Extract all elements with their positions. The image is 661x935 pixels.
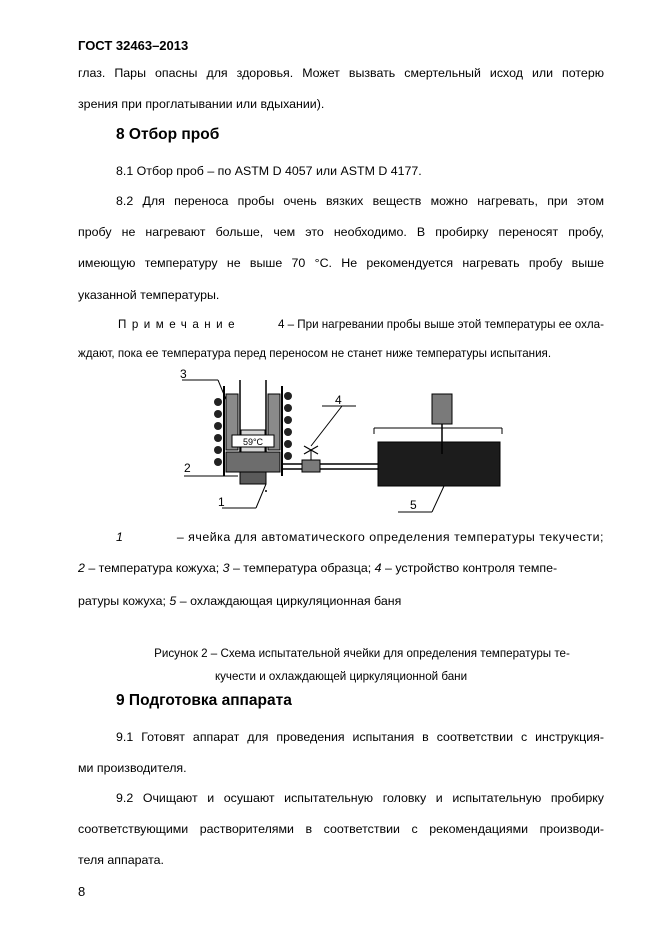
note-label: Примечание (118, 318, 241, 331)
leader-line-5 (432, 486, 444, 512)
legend-number: 4 (374, 561, 382, 575)
paragraph-line: 9.2 Очищают и осушают испытательную головку и испытательную пробирку (116, 791, 604, 805)
cell-base (226, 452, 280, 472)
figure-caption-line2: кучести и охлаждающей циркуляционной бани (214, 670, 468, 683)
legend-number: 3 (222, 561, 230, 575)
page-number: 8 (78, 884, 86, 899)
label-2: 2 (184, 461, 191, 475)
legend-text: ратуры кожуха; (78, 594, 170, 608)
legend-number: 5 (169, 594, 177, 608)
legend-number: 2 (78, 561, 85, 575)
figure-2-diagram (170, 366, 510, 516)
section-9-title: 9 Подготовка аппарата (116, 692, 292, 709)
note-4-line2: ждают, пока ее температура перед переносом не станет ниже температуры испытания. (78, 347, 552, 360)
legend-text: – охлаждающая циркуляционная баня (176, 594, 402, 608)
note-text: 4 – При нагревании пробы выше этой температуры ее охла- (277, 318, 604, 331)
cooling-coil-left (214, 398, 222, 466)
legend-text: – устройство контроля темпе- (381, 561, 558, 575)
controller-device (302, 460, 320, 472)
paragraph-line: зрения при проглатывании или вдыхании). (78, 97, 325, 111)
paragraph-line: 9.1 Готовят аппарат для проведения испытания в соответствии с инструкция- (116, 730, 604, 744)
label-4: 4 (335, 393, 342, 407)
legend-text: – ячейка для автоматического определения температуры текучести; (176, 530, 604, 544)
paragraph-line: пробу не нагревают больше, чем это необходимо. В пробирку переносят пробу, (78, 225, 604, 239)
paragraph-line: ми производителя. (78, 761, 187, 775)
cooling-coil-right (284, 392, 292, 460)
legend-number: 1 (116, 530, 123, 544)
paragraph-line: глаз. Пары опасны для здоровья. Может вызвать смертельный исход или потерю (78, 66, 604, 80)
display-reading: 59°C (242, 437, 264, 447)
leader-line-4 (311, 406, 342, 446)
dot (265, 490, 267, 492)
label-1: 1 (218, 495, 225, 509)
paragraph-line: теля аппарата. (78, 853, 164, 867)
paragraph-line: указанной температуры. (78, 288, 220, 302)
figure-legend-line3 (78, 594, 401, 608)
legend-text: – температура образца; (229, 561, 375, 575)
figure-legend-line2 (78, 561, 604, 575)
paragraph-line: 8.2 Для переноса пробы очень вязких веществ можно нагревать, при этом (116, 194, 604, 208)
label-5: 5 (410, 498, 417, 512)
paragraph-line: соответствующими растворителями в соответствии с рекомендациями производи- (78, 822, 604, 836)
section-8-title: 8 Отбор проб (116, 126, 220, 143)
paragraph-line: имеющую температуру не выше 70 °С. Не рекомендуется нагревать пробу выше (78, 256, 604, 270)
legend-text: – температура кожуха; (84, 561, 223, 575)
cooling-bath (378, 442, 500, 486)
figure-legend-line1 (116, 530, 604, 544)
note-4-line1 (118, 318, 604, 331)
leader-line-1 (256, 484, 266, 508)
cell-foot (240, 472, 266, 484)
paragraph-8-1: 8.1 Отбор проб – по ASTM D 4057 или ASTM D 4177. (116, 164, 422, 178)
document-header: ГОСТ 32463–2013 (78, 38, 189, 53)
label-3: 3 (180, 367, 187, 381)
bath-stirrer-motor (432, 394, 452, 424)
figure-caption-line1: Рисунок 2 – Схема испытательной ячейки для определения температуры те- (154, 647, 570, 660)
